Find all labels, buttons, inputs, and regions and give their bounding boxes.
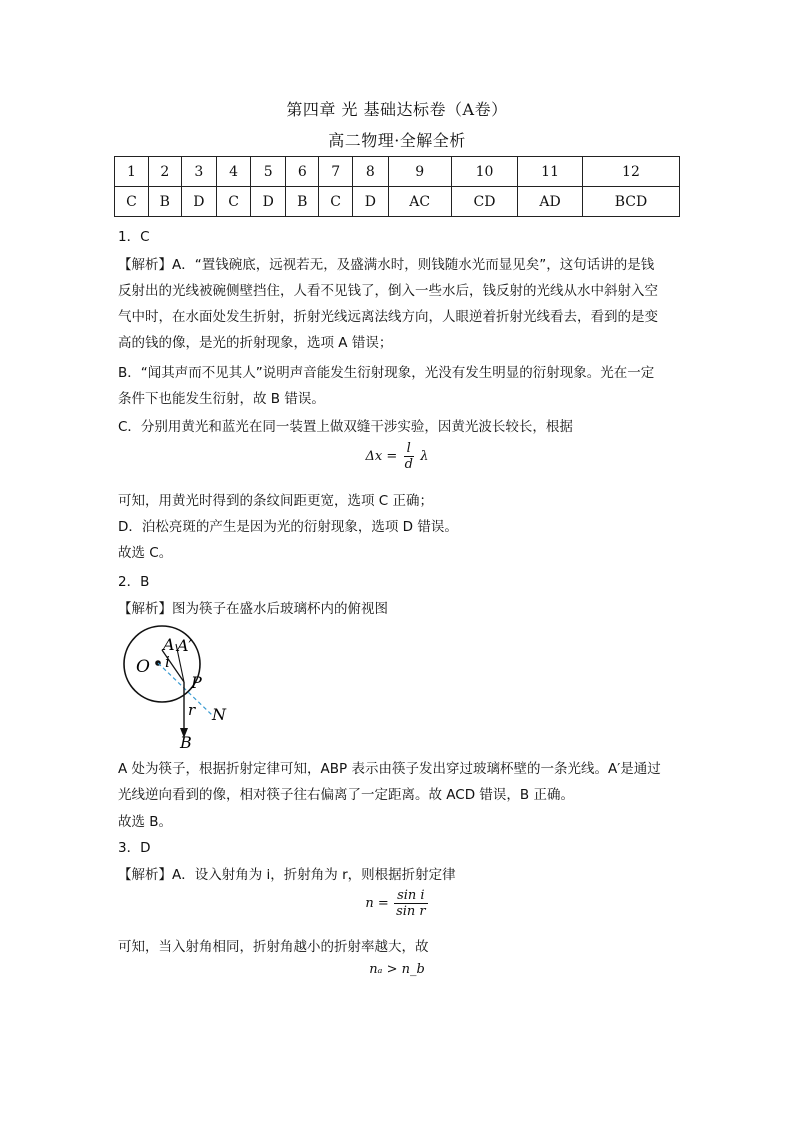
- q1-line: 可知，用黄光时得到的条纹间距更宽，选项 C 正确；: [118, 493, 434, 509]
- table-cell: 6: [286, 157, 319, 187]
- table-cell: 3: [181, 157, 216, 187]
- table-row-numbers: [115, 157, 680, 187]
- fraction-denominator: d: [404, 457, 413, 472]
- fraction-numerator: l: [404, 441, 414, 457]
- fraction-numerator: sin i: [394, 888, 428, 904]
- table-cell: 7: [319, 157, 353, 187]
- q1-line: 故选 C。: [118, 545, 173, 561]
- q1-line: C．分别用黄光和蓝光在同一装置上做双缝干涉实验，因黄光波长较长，根据: [118, 419, 573, 435]
- q2-line: 【解析】图为筷子在盛水后玻璃杯内的俯视图: [118, 601, 388, 617]
- table-cell: 11: [518, 157, 583, 187]
- table-cell: CD: [451, 187, 517, 217]
- table-cell: D: [251, 187, 286, 217]
- q2-line: A 处为筷子，根据折射定律可知，ABP 表示由筷子发出穿过玻璃杯壁的一条光线。A′是通过: [118, 761, 661, 777]
- q1-equation: [0, 441, 794, 472]
- answer-table: [114, 156, 680, 217]
- label-p: P: [191, 673, 202, 692]
- table-cell: B: [148, 187, 181, 217]
- q1-line: 【解析】A．“置钱碗底，远视若无，及盛满水时，则钱随水光而显见矣”，这句话讲的是钱: [118, 257, 655, 273]
- q3-heading: 3．D: [118, 840, 151, 856]
- label-a: A: [163, 635, 175, 654]
- q1-line: B．“闻其声而不见其人”说明声音能发生衍射现象，光没有发生明显的衍射现象。光在一定: [118, 365, 655, 381]
- equation-fraction: [402, 441, 416, 472]
- table-cell: BCD: [582, 187, 679, 217]
- equation-left: Δx =: [365, 449, 398, 464]
- q1-line: D．泊松亮斑的产生是因为光的衍射现象，选项 D 错误。: [118, 519, 458, 535]
- table-cell: AD: [518, 187, 583, 217]
- table-cell: D: [353, 187, 388, 217]
- q1-line: 反射出的光线被碗侧壁挡住，人看不见钱了，倒入一些水后，钱反射的光线从水中斜射入空: [118, 283, 658, 299]
- table-cell: C: [319, 187, 353, 217]
- q1-line: 气中时，在水面处发生折射，折射光线远离法线方向，人眼逆着折射光线看去，看到的是变: [118, 309, 658, 325]
- table-cell: C: [115, 187, 149, 217]
- table-cell: 9: [388, 157, 451, 187]
- q1-line: 条件下也能发生衍射，故 B 错误。: [118, 391, 325, 407]
- table-cell: 5: [251, 157, 286, 187]
- table-cell: 4: [217, 157, 251, 187]
- label-b: B: [180, 733, 192, 750]
- table-cell: 12: [582, 157, 679, 187]
- table-cell: D: [181, 187, 216, 217]
- q2-heading: 2．B: [118, 574, 150, 590]
- label-a-prime: A′: [177, 636, 193, 655]
- q3-inequality: nₐ > n_b: [369, 962, 425, 977]
- table-cell: 1: [115, 157, 149, 187]
- q2-line: 光线逆向看到的像，相对筷子往右偏离了一定距离。故 ACD 错误，B 正确。: [118, 787, 574, 803]
- label-o: O: [136, 657, 150, 677]
- q1-heading: 1．C: [118, 229, 150, 245]
- table-cell: 2: [148, 157, 181, 187]
- q3-line: 【解析】A．设入射角为 i，折射角为 r，则根据折射定律: [118, 867, 456, 883]
- table-cell: 10: [451, 157, 517, 187]
- q3-equation: [0, 888, 794, 919]
- table-cell: B: [286, 187, 319, 217]
- label-r: r: [188, 701, 196, 719]
- refraction-figure: [118, 620, 238, 750]
- page-title: 第四章 光 基础达标卷（A卷）: [286, 100, 508, 119]
- equation-right: λ: [420, 449, 429, 464]
- label-i: i: [165, 653, 170, 671]
- table-cell: C: [217, 187, 251, 217]
- table-cell: AC: [388, 187, 451, 217]
- q3-line: 可知，当入射角相同，折射角越小的折射率越大，故: [118, 939, 429, 955]
- label-n: N: [212, 705, 226, 724]
- table-row-answers: [115, 187, 680, 217]
- equation-left: n =: [365, 896, 389, 911]
- page-subtitle: 高二物理·全解全析: [328, 131, 466, 150]
- q2-line: 故选 B。: [118, 814, 173, 830]
- q1-line: 高的钱的像，是光的折射现象，选项 A 错误；: [118, 335, 393, 351]
- table-cell: 8: [353, 157, 388, 187]
- equation-fraction: [393, 888, 429, 919]
- fraction-denominator: sin r: [396, 904, 426, 919]
